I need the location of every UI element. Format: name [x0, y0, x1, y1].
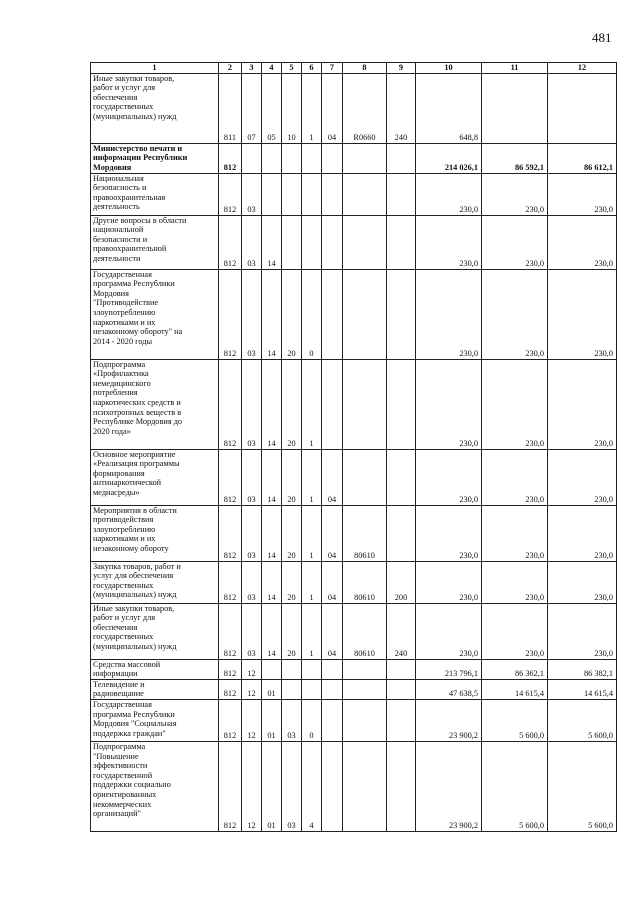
- row-name-line: незаконному обороту" на: [93, 327, 183, 337]
- row-name-line: услуг для обеспечения: [93, 571, 174, 581]
- code-cell: [343, 659, 387, 679]
- row-name-line: противодействия: [93, 515, 154, 525]
- table-row: [91, 359, 617, 449]
- amount-cell: 230,0: [548, 215, 617, 269]
- code-cell: 07: [242, 73, 262, 143]
- code-cell: 20: [282, 359, 302, 449]
- column-header: 4: [262, 63, 282, 74]
- code-cell: 811: [219, 73, 242, 143]
- code-cell: 80610: [343, 505, 387, 561]
- code-cell: [262, 659, 282, 679]
- code-cell: [302, 143, 322, 173]
- code-cell: [322, 215, 343, 269]
- row-name-cell: [91, 73, 219, 143]
- code-cell: 240: [387, 603, 416, 659]
- row-name-line: Закупка товаров, работ и: [93, 561, 181, 571]
- code-cell: 04: [322, 449, 343, 505]
- row-name-line: государственных: [93, 102, 154, 112]
- amount-cell: 23 900,2: [416, 742, 482, 832]
- code-cell: 812: [219, 505, 242, 561]
- row-name-line: Подпрограмма: [93, 359, 146, 369]
- row-name-line: обеспечения: [93, 622, 138, 632]
- row-name-line: незаконному обороту: [93, 544, 169, 554]
- code-cell: 4: [302, 742, 322, 832]
- row-name-line: работ и услуг для: [93, 83, 156, 93]
- code-cell: [343, 449, 387, 505]
- code-cell: [302, 659, 322, 679]
- amount-cell: 14 615,4: [548, 679, 617, 699]
- code-cell: [242, 143, 262, 173]
- code-cell: 812: [219, 143, 242, 173]
- row-name-line: национальной: [93, 225, 144, 235]
- row-name-cell: [91, 603, 219, 659]
- table-row: [91, 449, 617, 505]
- code-cell: [302, 679, 322, 699]
- amount-cell: 230,0: [416, 359, 482, 449]
- code-cell: [387, 269, 416, 359]
- row-name-cell: [91, 143, 219, 173]
- code-cell: 20: [282, 561, 302, 603]
- code-cell: 20: [282, 269, 302, 359]
- code-cell: [387, 679, 416, 699]
- code-cell: [282, 679, 302, 699]
- amount-cell: 213 796,1: [416, 659, 482, 679]
- table-row: [91, 603, 617, 659]
- code-cell: 03: [242, 561, 262, 603]
- amount-cell: 230,0: [416, 269, 482, 359]
- code-cell: 14: [262, 359, 282, 449]
- row-name-line: Мордовия: [93, 162, 132, 172]
- table-row: [91, 742, 617, 832]
- row-name-cell: [91, 449, 219, 505]
- code-cell: 05: [262, 73, 282, 143]
- row-name-line: программа Республики: [93, 279, 175, 289]
- code-cell: 20: [282, 505, 302, 561]
- code-cell: [302, 173, 322, 215]
- code-cell: [322, 742, 343, 832]
- row-name-line: безопасность и: [93, 183, 147, 193]
- code-cell: 04: [322, 561, 343, 603]
- code-cell: [387, 700, 416, 742]
- column-header: 8: [343, 63, 387, 74]
- table-header-row: [91, 63, 617, 74]
- row-name-line: деятельности: [93, 254, 141, 264]
- code-cell: 812: [219, 679, 242, 699]
- row-name-cell: [91, 505, 219, 561]
- column-header: 3: [242, 63, 262, 74]
- code-cell: 03: [242, 269, 262, 359]
- code-cell: 12: [242, 659, 262, 679]
- table-row: [91, 73, 617, 143]
- row-name-line: злоупотреблению: [93, 308, 156, 318]
- row-name-line: Основное мероприятие: [93, 449, 176, 459]
- table-row: [91, 269, 617, 359]
- row-name-cell: [91, 359, 219, 449]
- row-name-line: наркотических средств и: [93, 398, 181, 408]
- code-cell: [387, 215, 416, 269]
- code-cell: [343, 742, 387, 832]
- table-row: [91, 679, 617, 699]
- code-cell: [282, 659, 302, 679]
- code-cell: 1: [302, 359, 322, 449]
- code-cell: [322, 679, 343, 699]
- amount-cell: 230,0: [416, 173, 482, 215]
- row-name-line: 2014 - 2020 годы: [93, 336, 153, 346]
- amount-cell: 230,0: [416, 449, 482, 505]
- code-cell: 240: [387, 73, 416, 143]
- row-name-line: государственных: [93, 632, 154, 642]
- code-cell: [302, 215, 322, 269]
- row-name-line: Мордовия "Социальная: [93, 719, 177, 729]
- code-cell: 03: [242, 215, 262, 269]
- code-cell: [322, 143, 343, 173]
- code-cell: [322, 359, 343, 449]
- table-row: [91, 659, 617, 679]
- table-row: [91, 143, 617, 173]
- code-cell: 01: [262, 742, 282, 832]
- row-name-cell: [91, 561, 219, 603]
- row-name-line: «Реализация программы: [93, 459, 180, 469]
- row-name-line: эффективности: [93, 761, 148, 771]
- row-name-line: безопасности и: [93, 234, 148, 244]
- amount-cell: 230,0: [482, 561, 548, 603]
- amount-cell: 230,0: [548, 359, 617, 449]
- code-cell: 812: [219, 449, 242, 505]
- code-cell: 03: [282, 742, 302, 832]
- code-cell: 812: [219, 603, 242, 659]
- row-name-cell: [91, 700, 219, 742]
- row-name-line: Республике Мордовия до: [93, 417, 183, 427]
- row-name-line: некоммерческих: [93, 799, 152, 809]
- code-cell: 20: [282, 603, 302, 659]
- amount-cell: 5 600,0: [482, 700, 548, 742]
- amount-cell: 230,0: [548, 561, 617, 603]
- column-header: 12: [548, 63, 617, 74]
- code-cell: [282, 215, 302, 269]
- column-header: 5: [282, 63, 302, 74]
- amount-cell: 230,0: [416, 603, 482, 659]
- row-name-line: наркотиками и их: [93, 317, 156, 327]
- row-name-line: "Противодействие: [93, 298, 159, 308]
- amount-cell: 230,0: [482, 173, 548, 215]
- row-name-line: злоупотреблению: [93, 524, 156, 534]
- code-cell: 20: [282, 449, 302, 505]
- code-cell: 80610: [343, 561, 387, 603]
- row-name-line: "Повышение: [93, 751, 139, 761]
- column-header: 6: [302, 63, 322, 74]
- row-name-line: поддержка граждан": [93, 728, 166, 738]
- row-name-line: Средства массовой: [93, 659, 161, 669]
- code-cell: 14: [262, 215, 282, 269]
- column-header: 11: [482, 63, 548, 74]
- column-header: 10: [416, 63, 482, 74]
- amount-cell: 5 600,0: [548, 700, 617, 742]
- amount-cell: 230,0: [548, 269, 617, 359]
- amount-cell: 214 026,1: [416, 143, 482, 173]
- code-cell: 01: [262, 700, 282, 742]
- row-name-line: (муниципальных) нужд: [93, 112, 177, 122]
- row-name-line: работ и услуг для: [93, 613, 156, 623]
- amount-cell: 230,0: [548, 505, 617, 561]
- row-name-line: поддержки социально: [93, 780, 171, 790]
- row-name-line: формирования: [93, 468, 145, 478]
- code-cell: 812: [219, 742, 242, 832]
- code-cell: 14: [262, 449, 282, 505]
- row-name-cell: [91, 679, 219, 699]
- code-cell: [343, 215, 387, 269]
- amount-cell: 230,0: [482, 269, 548, 359]
- code-cell: 1: [302, 505, 322, 561]
- amount-cell: 230,0: [548, 173, 617, 215]
- row-name-line: обеспечения: [93, 92, 138, 102]
- row-name-line: медиасреды»: [93, 488, 140, 498]
- amount-cell: 23 900,2: [416, 700, 482, 742]
- row-name-line: психотропных веществ в: [93, 407, 182, 417]
- row-name-line: «Профилактика: [93, 369, 149, 379]
- row-name-line: (муниципальных) нужд: [93, 642, 177, 652]
- code-cell: [282, 173, 302, 215]
- amount-cell: 230,0: [482, 215, 548, 269]
- code-cell: 03: [242, 449, 262, 505]
- table-row: [91, 505, 617, 561]
- code-cell: 1: [302, 561, 322, 603]
- amount-cell: [548, 73, 617, 143]
- code-cell: [322, 173, 343, 215]
- row-name-line: Мероприятия в области: [93, 505, 177, 515]
- code-cell: 14: [262, 505, 282, 561]
- row-name-line: потребления: [93, 388, 138, 398]
- row-name-line: правоохранительная: [93, 192, 166, 202]
- row-name-line: Государственная: [93, 269, 152, 279]
- row-name-line: немедицинского: [93, 378, 151, 388]
- amount-cell: 230,0: [416, 215, 482, 269]
- code-cell: [262, 143, 282, 173]
- row-name-line: (муниципальных) нужд: [93, 590, 177, 600]
- table-row: [91, 173, 617, 215]
- code-cell: 03: [242, 359, 262, 449]
- code-cell: 1: [302, 603, 322, 659]
- row-name-line: информации: [93, 669, 138, 679]
- code-cell: 12: [242, 742, 262, 832]
- row-name-line: государственных: [93, 580, 154, 590]
- amount-cell: 230,0: [416, 561, 482, 603]
- amount-cell: 230,0: [482, 505, 548, 561]
- code-cell: R0660: [343, 73, 387, 143]
- code-cell: 04: [322, 603, 343, 659]
- code-cell: 812: [219, 269, 242, 359]
- code-cell: 12: [242, 700, 262, 742]
- row-name-line: радиовещание: [93, 689, 144, 699]
- code-cell: [387, 143, 416, 173]
- code-cell: 03: [282, 700, 302, 742]
- page-number: 481: [592, 30, 612, 45]
- code-cell: 12: [242, 679, 262, 699]
- code-cell: 14: [262, 603, 282, 659]
- row-name-line: программа Республики: [93, 709, 175, 719]
- code-cell: [387, 742, 416, 832]
- row-name-line: 2020 года»: [93, 426, 131, 436]
- code-cell: 812: [219, 659, 242, 679]
- code-cell: 04: [322, 73, 343, 143]
- amount-cell: 86 592,1: [482, 143, 548, 173]
- row-name-line: антинаркотической: [93, 478, 162, 488]
- code-cell: 200: [387, 561, 416, 603]
- code-cell: 0: [302, 700, 322, 742]
- row-name-cell: [91, 269, 219, 359]
- code-cell: [343, 173, 387, 215]
- row-name-line: Телевидение и: [93, 679, 145, 689]
- code-cell: 14: [262, 561, 282, 603]
- row-name-line: правоохранительной: [93, 244, 167, 254]
- amount-cell: 5 600,0: [548, 742, 617, 832]
- code-cell: 80610: [343, 603, 387, 659]
- amount-cell: 230,0: [482, 603, 548, 659]
- row-name-line: Национальная: [93, 173, 144, 183]
- row-name-line: Мордовия: [93, 288, 129, 298]
- row-name-line: деятельность: [93, 202, 140, 212]
- amount-cell: 47 638,5: [416, 679, 482, 699]
- amount-cell: [482, 73, 548, 143]
- amount-cell: 86 362,1: [482, 659, 548, 679]
- table-row: [91, 215, 617, 269]
- row-name-line: наркотиками и их: [93, 534, 156, 544]
- amount-cell: 14 615,4: [482, 679, 548, 699]
- code-cell: [343, 269, 387, 359]
- table-row: [91, 561, 617, 603]
- code-cell: 1: [302, 73, 322, 143]
- row-name-line: ориентированных: [93, 790, 157, 800]
- code-cell: 812: [219, 700, 242, 742]
- amount-cell: 86 612,1: [548, 143, 617, 173]
- column-header: 2: [219, 63, 242, 74]
- code-cell: [387, 173, 416, 215]
- code-cell: [387, 359, 416, 449]
- code-cell: [387, 449, 416, 505]
- amount-cell: 230,0: [548, 449, 617, 505]
- amount-cell: 5 600,0: [482, 742, 548, 832]
- code-cell: 01: [262, 679, 282, 699]
- code-cell: 14: [262, 269, 282, 359]
- code-cell: [322, 659, 343, 679]
- row-name-line: Министерство печати и: [93, 143, 183, 153]
- code-cell: [343, 143, 387, 173]
- code-cell: 04: [322, 505, 343, 561]
- row-name-cell: [91, 659, 219, 679]
- code-cell: 812: [219, 359, 242, 449]
- code-cell: [262, 173, 282, 215]
- code-cell: 0: [302, 269, 322, 359]
- code-cell: 812: [219, 173, 242, 215]
- code-cell: 03: [242, 505, 262, 561]
- row-name-cell: [91, 215, 219, 269]
- code-cell: [387, 659, 416, 679]
- code-cell: 812: [219, 561, 242, 603]
- column-header: 7: [322, 63, 343, 74]
- table-row: [91, 700, 617, 742]
- column-header: 9: [387, 63, 416, 74]
- code-cell: [343, 359, 387, 449]
- code-cell: [322, 700, 343, 742]
- amount-cell: 648,8: [416, 73, 482, 143]
- row-name-line: государственной: [93, 770, 153, 780]
- code-cell: 03: [242, 603, 262, 659]
- amount-cell: 86 382,1: [548, 659, 617, 679]
- code-cell: [343, 679, 387, 699]
- row-name-line: Иные закупки товаров,: [93, 603, 175, 613]
- row-name-line: Подпрограмма: [93, 742, 146, 752]
- code-cell: [387, 505, 416, 561]
- amount-cell: 230,0: [482, 449, 548, 505]
- row-name-line: информации Республики: [93, 153, 188, 163]
- row-name-cell: [91, 742, 219, 832]
- row-name-line: Иные закупки товаров,: [93, 73, 175, 83]
- code-cell: [322, 269, 343, 359]
- code-cell: 10: [282, 73, 302, 143]
- budget-table: [90, 62, 617, 832]
- row-name-cell: [91, 173, 219, 215]
- amount-cell: 230,0: [416, 505, 482, 561]
- row-name-line: организаций": [93, 809, 141, 819]
- code-cell: 1: [302, 449, 322, 505]
- amount-cell: 230,0: [482, 359, 548, 449]
- row-name-line: Другие вопросы в области: [93, 215, 187, 225]
- code-cell: 812: [219, 215, 242, 269]
- amount-cell: 230,0: [548, 603, 617, 659]
- code-cell: 03: [242, 173, 262, 215]
- column-header: 1: [91, 63, 219, 74]
- row-name-line: Государственная: [93, 700, 152, 710]
- code-cell: [282, 143, 302, 173]
- code-cell: [343, 700, 387, 742]
